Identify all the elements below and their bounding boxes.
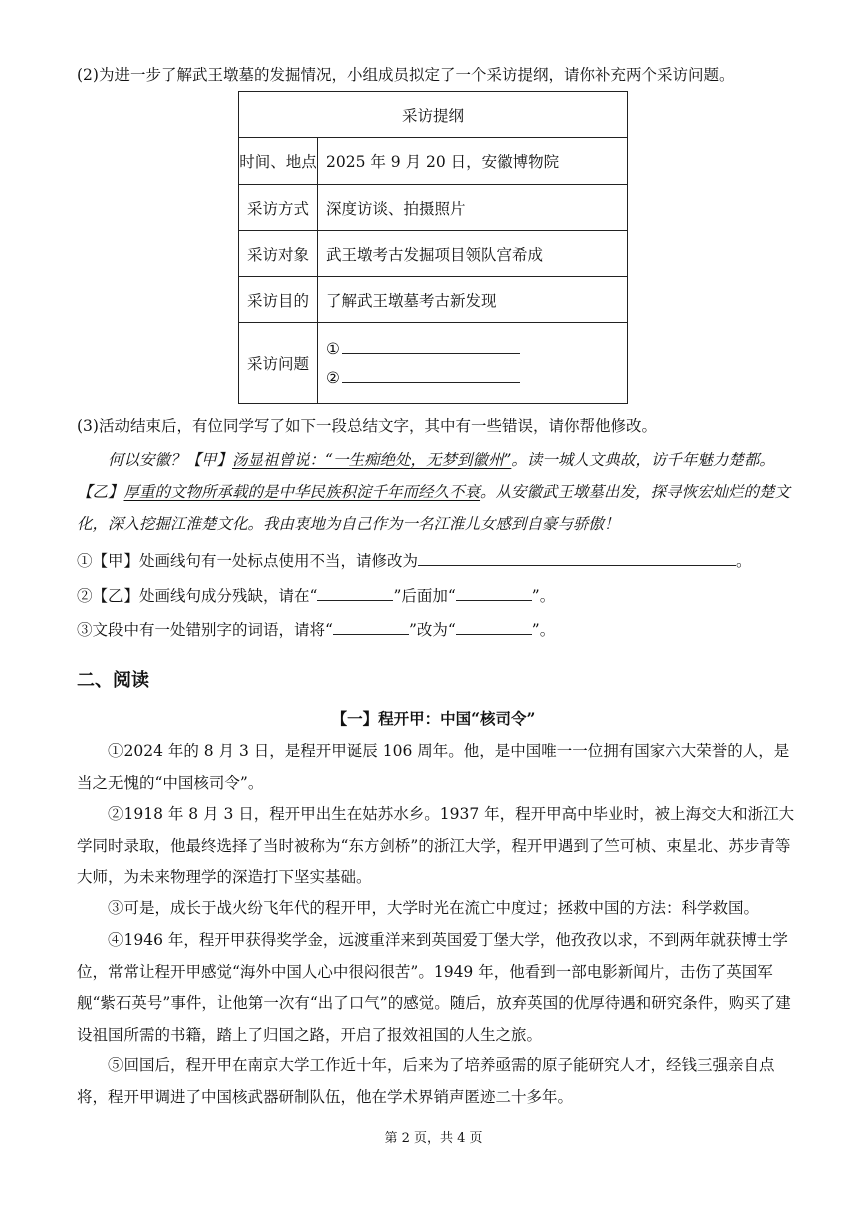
answer-blank[interactable] <box>418 551 736 566</box>
reading-title: 【一】程开甲：中国“核司令” <box>331 709 536 728</box>
underlined-sentence-jia: 汤显祖曾说：“一生痴绝处，无梦到徽州” <box>232 451 512 469</box>
row-value-time: 2025 年 9 月 20 日，安徽博物院 <box>318 138 628 185</box>
sub-question-1: ①【甲】处画线句有一处标点使用不当，请修改为 。 <box>77 552 752 570</box>
answer-blank[interactable] <box>456 586 532 601</box>
underlined-sentence-yi: 厚重的文物所承载的是中华民族积淀千年而经久不衰 <box>123 483 481 501</box>
reading-paragraph: ⑤回国后，程开甲在南京大学工作近十年，后来为了培养亟需的原子能研究人才，经钱三强亲自点将，程开甲调进了中国核武器研制队伍，他在学术界销声匿迹二十多年。 <box>77 1056 775 1106</box>
row-key-questions: 采访问题 <box>239 323 318 404</box>
answer-blank[interactable] <box>317 586 393 601</box>
row-key-target: 采访对象 <box>239 231 318 277</box>
answer-blank[interactable] <box>333 620 409 635</box>
row-key-time: 时间、地点 <box>239 138 318 185</box>
row-value-method: 深度访谈、拍摄照片 <box>318 185 628 231</box>
row-value-purpose: 了解武王墩墓考古新发现 <box>318 277 628 323</box>
reading-paragraph: ①2024 年的 8 月 3 日，是程开甲诞辰 106 周年。他，是中国唯一一位拥有国家六大荣誉的人，是当之无愧的“中国核司令”。 <box>77 742 790 792</box>
question-3: (3)活动结束后，有位同学写了如下一段总结文字，其中有一些错误，请你帮他修改。 <box>77 417 657 435</box>
row-value-target: 武王墩考古发掘项目领队宫希成 <box>318 231 628 277</box>
reading-paragraph: ③可是，成长于战火纷飞年代的程开甲，大学时光在流亡中度过；拯救中国的方法：科学救国。 <box>108 899 760 917</box>
interview-outline-table <box>238 91 628 404</box>
reading-paragraph: ④1946 年，程开甲获得奖学金，远渡重洋来到英国爱丁堡大学，他孜孜以求，不到两年就获博士学位，常常让程开甲感觉“海外中国人心中很闷很苦”。1949 年，他看到一部电影新闻片，击伤了英国军舰“紫石英号”事件，让他第一次有“出了口气”的感觉。随后，放弃英国的优厚待遇和研究条件，购买了建设祖国所需的书籍，踏上了归国之路，开启了报效祖国的人生之旅。 <box>77 931 791 1044</box>
table-title: 采访提纲 <box>239 92 628 138</box>
question-2: (2)为进一步了解武王墩墓的发掘情况，小组成员拟定了一个采访提纲，请你补充两个采访问题。 <box>77 66 735 84</box>
question-blank-2[interactable]: ② <box>326 364 619 393</box>
row-key-purpose: 采访目的 <box>239 277 318 323</box>
section-heading: 二、阅读 <box>77 670 149 691</box>
reading-paragraph: ②1918 年 8 月 3 日，程开甲出生在姑苏水乡。1937 年，程开甲高中毕业时，被上海交大和浙江大学同时录取，他最终选择了当时被称为“东方剑桥”的浙江大学，程开甲遇到了竺可桢、束星北、苏步青等大师，为未来物理学的深造打下坚实基础。 <box>77 805 795 886</box>
question-blank-1[interactable]: ① <box>326 335 619 364</box>
row-key-method: 采访方式 <box>239 185 318 231</box>
sub-question-2: ②【乙】处画线句成分残缺，请在“ ”后面加“ ”。 <box>77 587 556 605</box>
page-footer: 第 2 页，共 4 页 <box>384 1131 483 1146</box>
sub-question-3: ③文段中有一处错别字的词语，请将“ ”改为“ ”。 <box>77 621 556 639</box>
summary-passage: 何以安徽？【甲】汤显祖曾说：“一生痴绝处，无梦到徽州”。读一城人文典故，访千年魅力楚都。【乙】厚重的文物所承载的是中华民族积淀千年而经久不衰。从安徽武王墩墓出发，探寻恢宏灿烂的楚文化，深入挖掘江淮楚文化。我由衷地为自己作为一名江淮儿女感到自豪与骄傲！ <box>77 451 791 533</box>
answer-blank[interactable] <box>456 620 532 635</box>
